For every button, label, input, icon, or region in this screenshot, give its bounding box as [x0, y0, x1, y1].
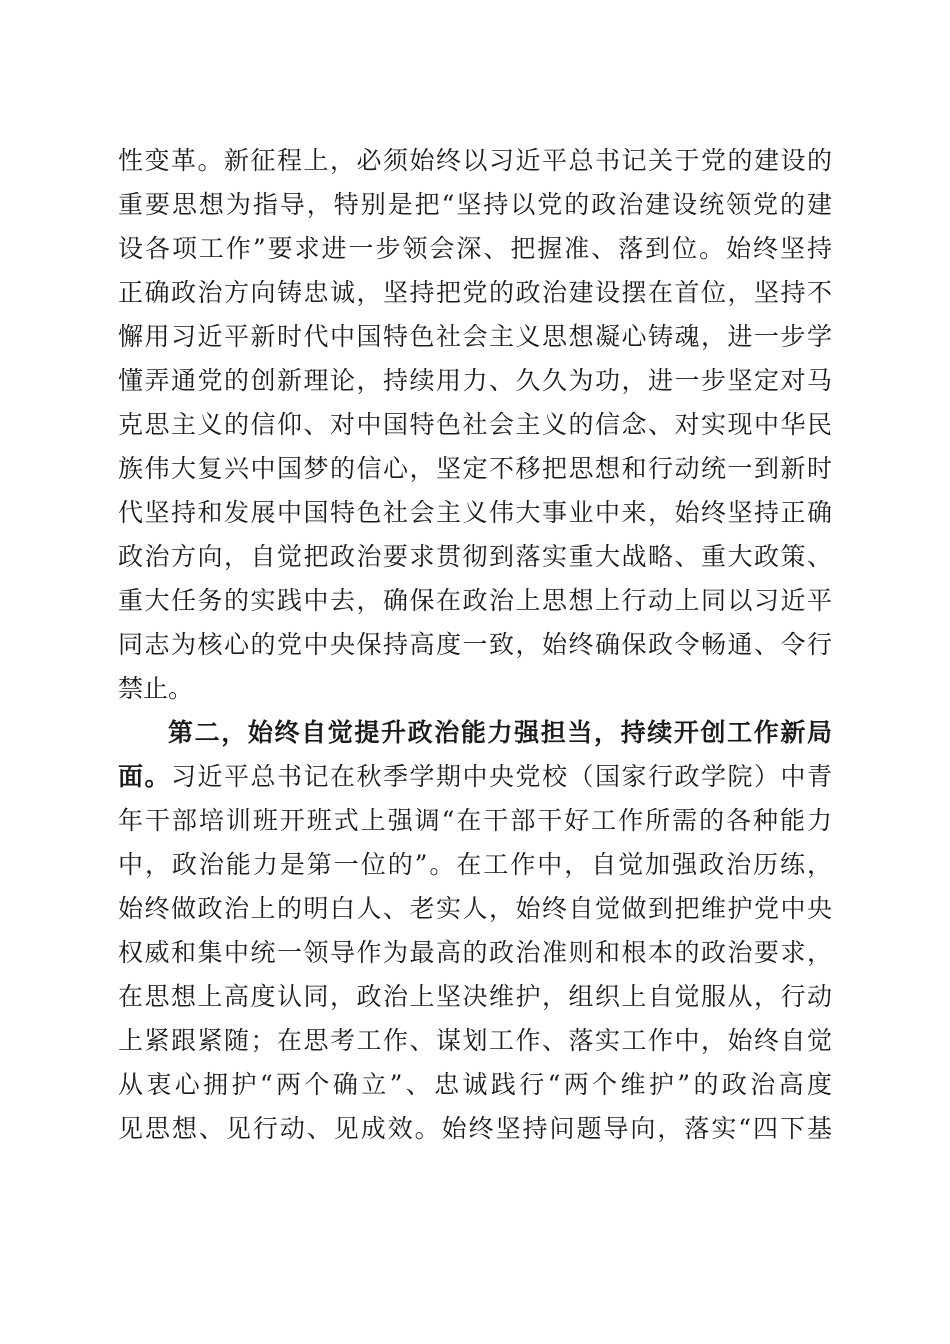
paragraph-2-heading: 第二，始终自觉提升政治能力强担当，持续开创工作新局	[168, 718, 832, 747]
paragraph-1-line-12: 同志为核心的党中央保持高度一致，始终确保政令畅通、令行	[118, 630, 832, 659]
paragraph-2-line-3: 年干部培训班开班式上强调“在干部干好工作所需的各种能力	[118, 806, 832, 835]
paragraph-2-line-7: 在思想上高度认同，政治上坚决维护，组织上自觉服从，行动	[118, 982, 832, 1011]
document-body	[118, 139, 832, 1151]
paragraph-1-line-2: 重要思想为指导，特别是把“坚持以党的政治建设统领党的建	[118, 190, 832, 219]
paragraph-2-line-9: 从衷心拥护“两个确立”、忠诚践行“两个维护”的政治高度	[118, 1070, 832, 1099]
paragraph-2-line-10: 见思想、见行动、见成效。始终坚持问题导向，落实“四下基	[118, 1114, 832, 1143]
paragraph-1-line-10: 政治方向，自觉把政治要求贯彻到落实重大战略、重大政策、	[118, 542, 832, 571]
paragraph-2-line-8: 上紧跟紧随；在思考工作、谋划工作、落实工作中，始终自觉	[118, 1026, 832, 1055]
paragraph-2-line-2	[118, 755, 832, 799]
paragraph-2-line-5: 始终做政治上的明白人、老实人，始终自觉做到把维护党中央	[118, 894, 832, 923]
paragraph-1-line-9: 代坚持和发展中国特色社会主义伟大事业中来，始终坚持正确	[118, 498, 832, 527]
paragraph-1-line-5: 懈用习近平新时代中国特色社会主义思想凝心铸魂，进一步学	[118, 322, 832, 351]
paragraph-2-line-4: 中，政治能力是第一位的”。在工作中，自觉加强政治历练，	[118, 850, 832, 879]
paragraph-1-line-4: 正确政治方向铸忠诚，坚持把党的政治建设摆在首位，坚持不	[118, 278, 832, 307]
paragraph-1-line-7: 克思主义的信仰、对中国特色社会主义的信念、对实现中华民	[118, 410, 832, 439]
paragraph-1-line-8: 族伟大复兴中国梦的信心，坚定不移把思想和行动统一到新时	[118, 454, 832, 483]
paragraph-1-line-11: 重大任务的实践中去，确保在政治上思想上行动上同以习近平	[118, 586, 832, 615]
paragraph-1-line-13: 禁止。	[118, 674, 194, 703]
paragraph-2-line-6: 权威和集中统一领导作为最高的政治准则和根本的政治要求，	[118, 938, 832, 967]
paragraph-2-line-2-text: 习近平总书记在秋季学期中央党校（国家行政学院）中青	[171, 762, 832, 791]
paragraph-1-line-1: 性变革。新征程上，必须始终以习近平总书记关于党的建设的	[118, 146, 832, 175]
paragraph-1-line-3: 设各项工作”要求进一步领会深、把握准、落到位。始终坚持	[118, 234, 832, 263]
paragraph-2-heading-tail: 面。	[118, 762, 171, 791]
paragraph-1-line-6: 懂弄通党的创新理论，持续用力、久久为功，进一步坚定对马	[118, 366, 832, 395]
